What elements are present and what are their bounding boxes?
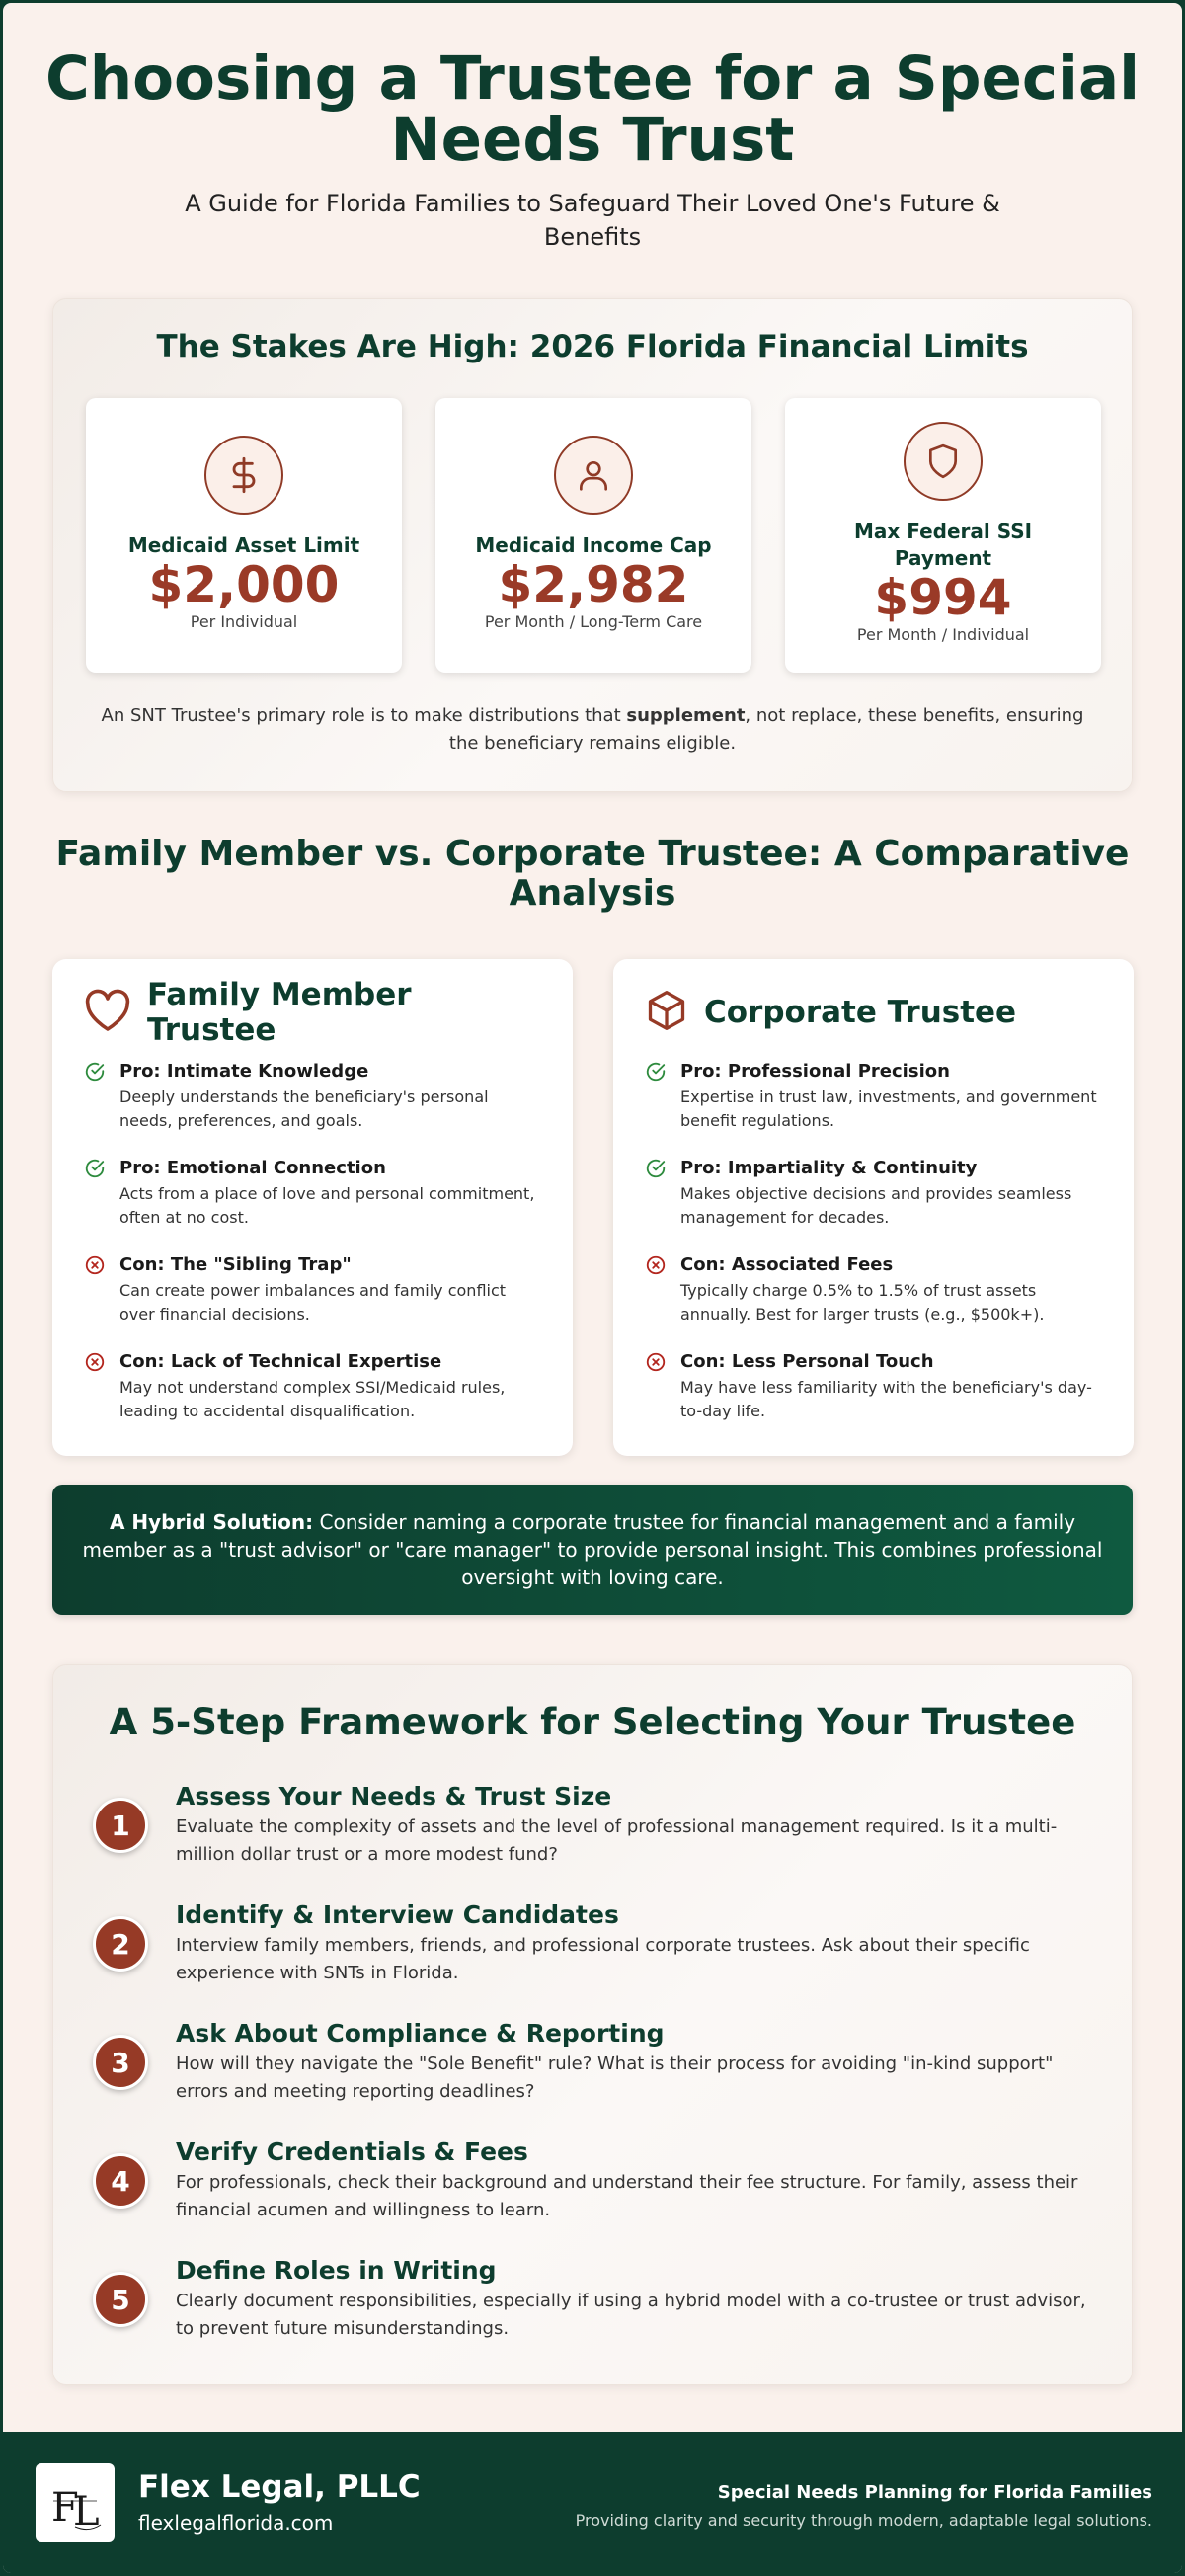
tagline-block (576, 2482, 1152, 2530)
item-title: Con: Lack of Technical Expertise (119, 1351, 442, 1372)
item-desc: Makes objective decisions and provides seamless management for decades. (680, 1184, 1072, 1227)
tagline-sub: Providing clarity and security through modern, adaptable legal solutions. (575, 2511, 1152, 2530)
list-item (645, 1350, 1104, 1423)
hybrid-label: A Hybrid Solution: (109, 1510, 314, 1534)
family-trustee-title: Family Member Trustee (147, 977, 412, 1048)
list-item (645, 1060, 1104, 1133)
item-desc: Deeply understands the beneficiary's personal needs, preferences, and goals. (119, 1087, 489, 1130)
tagline: Special Needs Planning for Florida Families (717, 2482, 1152, 2503)
item-title: Pro: Intimate Knowledge (119, 1061, 369, 1082)
item-desc: May have less familiarity with the beneficiary's day-to-day life. (680, 1378, 1092, 1420)
item-desc: Acts from a place of love and personal commitment, often at no cost. (119, 1184, 535, 1227)
hybrid-solution-callout (52, 1485, 1133, 1615)
list-item (645, 1157, 1104, 1230)
step-desc: Interview family members, friends, and professional corporate trustees. Ask about their specific experience with SNTs in Florida. (176, 1935, 1030, 1983)
firm-name: Flex Legal, PLLC (138, 2469, 421, 2505)
item-title: Con: Less Personal Touch (680, 1351, 934, 1372)
step-number-badge: 3 (93, 2035, 148, 2090)
stakes-note (93, 702, 1092, 758)
firm-block (138, 2469, 421, 2535)
stat-note: Per Month / Long-Term Care (484, 612, 703, 631)
item-title: Con: The "Sibling Trap" (119, 1254, 352, 1275)
list-item (84, 1350, 543, 1423)
stat-label: Medicaid Asset Limit (127, 533, 360, 557)
stat-label: Medicaid Income Cap (475, 533, 712, 557)
heart-icon (84, 989, 131, 1036)
person-icon (554, 436, 633, 515)
item-desc: Expertise in trust law, investments, and government benefit regulations. (680, 1087, 1097, 1130)
stat-card-income-cap (435, 398, 751, 673)
step-number-badge: 1 (93, 1798, 148, 1853)
step-item (93, 2256, 1100, 2343)
item-desc: Typically charge 0.5% to 1.5% of trust assets annually. Best for larger trusts (e.g., $500k+). (680, 1281, 1045, 1324)
stat-value: $2,000 (148, 556, 340, 613)
stat-value: $994 (874, 569, 1012, 626)
stat-card-ssi-payment (785, 398, 1101, 673)
stakes-title: The Stakes Are High: 2026 Florida Financial Limits (156, 329, 1029, 364)
svg-text:L: L (73, 2489, 100, 2535)
cube-icon (645, 989, 688, 1036)
list-item (84, 1253, 543, 1327)
list-item (84, 1060, 543, 1133)
step-item (93, 1900, 1100, 1987)
step-desc: Clearly document responsibilities, especially if using a hybrid model with a co-trustee or trust advisor, to prevent future misunderstandings. (176, 2291, 1086, 2339)
infographic (3, 3, 1182, 2573)
footer (3, 2432, 1182, 2573)
item-desc: May not understand complex SSI/Medicaid rules, leading to accidental disqualification. (119, 1378, 506, 1420)
corporate-trustee-card (613, 959, 1134, 1456)
step-desc: Evaluate the complexity of assets and the level of professional management required. Is it a multi-million dollar trust or a more modest fund? (176, 1816, 1058, 1865)
x-circle-icon (84, 1253, 119, 1327)
firm-website-link[interactable]: flexlegalflorida.com (138, 2511, 334, 2535)
framework-panel (52, 1664, 1133, 2385)
stakes-note-text-end: , not replace, these benefits, ensuring the beneficiary remains eligible. (448, 705, 1084, 754)
step-item (93, 2019, 1100, 2106)
item-title: Pro: Impartiality & Continuity (680, 1158, 978, 1178)
list-item (84, 1157, 543, 1230)
step-desc: For professionals, check their background and understand their fee structure. For family, assess their financial acumen and willingness to learn. (176, 2172, 1078, 2220)
step-title: Ask About Compliance & Reporting (176, 2019, 665, 2048)
step-item (93, 1782, 1100, 1869)
item-desc: Can create power imbalances and family conflict over financial decisions. (119, 1281, 507, 1324)
stakes-note-text: An SNT Trustee's primary role is to make distributions that (101, 705, 627, 726)
stat-value: $2,982 (498, 556, 689, 613)
step-title: Define Roles in Writing (176, 2256, 497, 2285)
svg-text:F: F (51, 2485, 79, 2531)
hero (3, 3, 1182, 254)
stat-note: Per Month / Individual (856, 625, 1030, 644)
hybrid-text: Consider naming a corporate trustee for financial management and a family member as a "trust advisor" or "care manager" to provide personal insight. This combines professional oversight with loving care. (82, 1510, 1103, 1589)
step-title: Identify & Interview Candidates (176, 1900, 619, 1929)
framework-title: A 5-Step Framework for Selecting Your Trustee (109, 1701, 1076, 1743)
stat-note: Per Individual (190, 612, 298, 631)
corporate-trustee-title: Corporate Trustee (704, 995, 1017, 1030)
stakes-note-bold: supplement (626, 705, 746, 726)
flex-legal-logo (36, 2463, 115, 2542)
step-item (93, 2137, 1100, 2224)
stakes-panel (52, 298, 1133, 792)
step-number-badge: 2 (93, 1916, 148, 1972)
shield-icon (904, 422, 983, 501)
step-number-badge: 4 (93, 2153, 148, 2209)
step-title: Verify Credentials & Fees (176, 2137, 528, 2166)
step-title: Assess Your Needs & Trust Size (176, 1782, 612, 1811)
step-number-badge: 5 (93, 2272, 148, 2327)
item-title: Con: Associated Fees (680, 1254, 894, 1275)
step-desc: How will they navigate the "Sole Benefit" rule? What is their process for avoiding "in-kind support" errors and meeting reporting deadlines? (176, 2053, 1054, 2102)
x-circle-icon (645, 1350, 680, 1423)
family-trustee-header (84, 977, 543, 1048)
check-icon (84, 1060, 119, 1133)
stat-card-asset-limit (86, 398, 402, 673)
dollar-icon (204, 436, 283, 515)
check-icon (84, 1157, 119, 1230)
item-title: Pro: Professional Precision (680, 1061, 950, 1082)
item-title: Pro: Emotional Connection (119, 1158, 386, 1178)
x-circle-icon (645, 1253, 680, 1327)
page-title: Choosing a Trustee for a Special Needs Trust (44, 43, 1141, 175)
check-icon (645, 1157, 680, 1230)
list-item (645, 1253, 1104, 1327)
page-subtitle: A Guide for Florida Families to Safeguard Their Loved One's Future & Benefits (185, 190, 1000, 251)
corporate-trustee-header (645, 989, 1104, 1036)
check-icon (645, 1060, 680, 1133)
comparison-title: Family Member vs. Corporate Trustee: A Comparative Analysis (55, 834, 1130, 914)
family-trustee-card (52, 959, 573, 1456)
stat-label: Max Federal SSI Payment (853, 520, 1033, 570)
x-circle-icon (84, 1350, 119, 1423)
